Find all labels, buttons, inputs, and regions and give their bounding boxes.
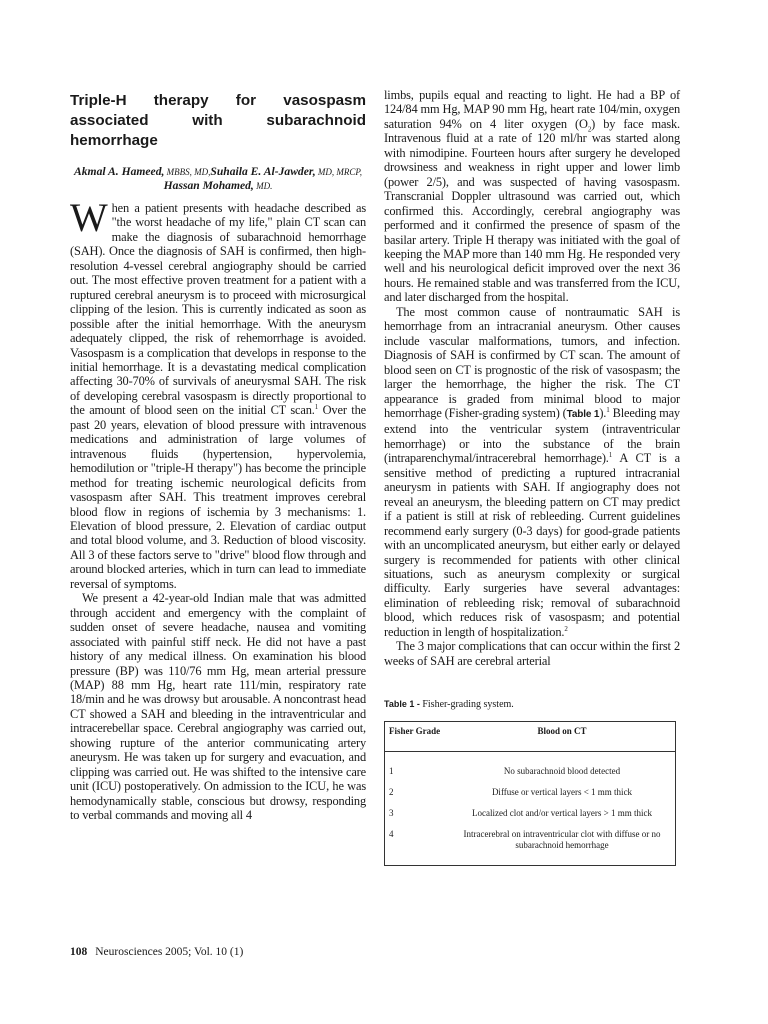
intro-paragraph bbox=[70, 195, 366, 591]
journal-citation: Neurosciences 2005; Vol. 10 (1) bbox=[95, 946, 244, 958]
reference-marker: 1 bbox=[314, 403, 319, 412]
author-degrees: MD. bbox=[253, 181, 273, 191]
table-row bbox=[385, 824, 676, 866]
body-text: A CT is a sensitive method of predicting a ruptured intracranial aneurysm in patients with SAH. If angiography does not reveal an aneurysm, the bleeding pattern on CT may predict if a patient is still at risk of rebleeding. Current guidelines recommend early surgery (0-3 days) for good-grade patients with an uncomplicated aneurysm, but either early or delayed surgery is recommended for patients with other clinical situations, such as aneurysm complexity or surgical difficulty. Early surgeries have several advantages: elimination of rebleeding risk; removal of subarachnoid blood, which reduces risk of vasospasm; and potential reduction in length of hospitalization. bbox=[384, 451, 681, 639]
author-degrees: MD, MRCP, bbox=[315, 167, 362, 177]
blood-cell: Localized clot and/or vertical layers > 1 mm thick bbox=[471, 808, 652, 819]
table-row bbox=[385, 803, 676, 824]
grade-cell: 2 bbox=[389, 787, 394, 798]
table-label: Table 1 - bbox=[384, 699, 423, 710]
body-text: Bleeding may extend into the ventricular system (intraventricular hemorrhage) or into the substance of the brain (intraparenchymal/intracerebral hemorrhage). bbox=[384, 405, 680, 466]
case-paragraph: We present a 42-year-old Indian male that was admitted through accident and emergency with the complaint of sudden onset of severe headache, nausea and vomiting associated with painful stiff neck. He did not have a past history of any medical illness. On examination his blood pressure (BP) was 110/76 mm Hg, mean arterial pressure (MAP) 88 mm Hg, heart rate 111/min, respiratory rate 18/min and he was drowsy but arousable. A noncontrast head CT showed a SAH and bleeding in the intraventricular and intracerebellar space. Cerebral angiography was carried out, showing rupture of the anterior communicating artery aneurysm. He was taken up for surgery and evacuation, and clipping was carried out. He was shifted to the intensive care unit (ICU) postoperatively. On admission to the ICU, he was hemodynamically stable, conscious but drowsy, responding to verbal commands and moving all 4 bbox=[70, 591, 366, 823]
drop-cap: W bbox=[70, 195, 108, 240]
table-caption-text: Fisher-grading system. bbox=[422, 699, 514, 711]
article-title: Triple-H therapy for vasospasm associated with subarachnoid hemorrhage bbox=[70, 92, 366, 149]
grade-cell: 4 bbox=[389, 829, 394, 840]
reference-marker: 1 bbox=[606, 405, 610, 414]
body-text: The most common cause of nontraumatic SAH is hemorrhage from an intracranial aneurysm. Other causes include vascular malformations, tumors, and infection. Diagnosis of SAH is confirmed by CT scan. The amount of blood seen on CT is prognostic of the risk of vasospasm; the larger the hemorrhage, the higher the risk. The CT appearance is graded from minimal blood to major hemorrhage (Fisher-grading system) ( bbox=[384, 304, 680, 420]
column-header: Blood on CT bbox=[449, 722, 676, 752]
discussion-paragraph bbox=[384, 305, 680, 639]
table-caption bbox=[384, 698, 680, 711]
right-column bbox=[384, 88, 680, 866]
body-text: ). bbox=[599, 405, 607, 420]
left-column bbox=[70, 88, 366, 822]
body-text: limbs, pupils equal and reacting to light. He had a BP of 124/84 mm Hg, MAP 90 mm Hg, heart rate 104/min, oxygen saturation 94% on 4 liter oxygen (O bbox=[384, 88, 680, 131]
subscript: 2 bbox=[587, 125, 592, 134]
author-name: Akmal A. Hameed, bbox=[74, 165, 165, 178]
table-row bbox=[385, 782, 676, 803]
author-name: Hassan Mohamed, bbox=[163, 179, 254, 192]
case-continued-paragraph bbox=[384, 88, 680, 305]
reference-marker: 1 bbox=[608, 451, 613, 460]
table-row bbox=[385, 752, 676, 783]
table-header-row bbox=[385, 722, 676, 752]
grade-cell: 3 bbox=[389, 808, 394, 819]
author-name: Suhaila E. Al-Jawder, bbox=[210, 165, 316, 178]
body-text: Over the past 20 years, elevation of blood pressure with intravenous medications and administration of large volumes of intravenous fluids (hypertension, hypervolemia, hemodilution or "triple-H therapy") has become the principle method for treating ischemic neurological deficits from vasospasm after SAH. This treatment improves cerebral blood flow in regions of ischemia by 3 mechanisms: 1. Elevation of blood pressure, 2. Elevation of cardiac output and total blood volume, and 3. Reduction of blood viscosity. All 3 of these factors serve to "drive" blood flow through and around blocked arteries, which in turn can lead to immediate reversal of symptoms. bbox=[70, 403, 366, 591]
table-reference: Table 1 bbox=[566, 408, 600, 420]
blood-cell: No subarachnoid blood detected bbox=[503, 766, 621, 777]
body-text: ) by face mask. Intravenous fluid at a rate of 120 ml/hr was started along with nimodipine. Fourteen hours after surgery he developed drowsiness and weakness in right upper and lower limb (power 2/5), and was suspected of having vasospasm. Transcranial Doppler ultrasound was carried out, which confirmed this. Accordingly, cerebral angiography was performed and it confirmed the presence of spasm of the basilar artery. Triple H therapy was initiated with the goal of keeping the MAP more than 140 mm Hg. He responded very well and his neurological deficit improved over the next 36 hours. He remained stable and was transferred from the ICU, and later discharged from the hospital. bbox=[384, 116, 681, 305]
complications-paragraph: The 3 major complications that can occur within the first 2 weeks of SAH are cerebral arterial bbox=[384, 639, 680, 668]
grade-cell: 1 bbox=[389, 766, 394, 777]
reference-marker: 2 bbox=[564, 624, 568, 633]
page-footer bbox=[70, 946, 243, 958]
body-text: hen a patient presents with headache described as "the worst headache of my life," plain CT scan can make the diagnosis of subarachnoid hemorrhage (SAH). Once the diagnosis of SAH is confirmed, then high-resolution 4-vessel cerebral angiography should be carried out. The most effective proven treatment for a patient with a ruptured cerebral aneurysm is to proceed with microsurgical clipping of the lesion. This is currently indicated as soon as possible after the initial hemorrhage. With the aneurysm adequately clipped, the risk of rehemorrhage is avoided. Vasospasm is a complication that develops in response to the initial hemorrhage. It is a devastating medical complication affecting 30-70% of survivals of aneurysmal SAH. The risk of developing cerebral vasospasm is directly proportional to the amount of blood seen on the initial CT scan. bbox=[70, 201, 366, 418]
fisher-grade-table bbox=[384, 721, 676, 866]
blood-cell: Diffuse or vertical layers < 1 mm thick bbox=[491, 787, 633, 798]
column-header: Fisher Grade bbox=[385, 722, 450, 752]
author-list bbox=[70, 165, 366, 193]
page-number: 108 bbox=[70, 946, 88, 958]
author-degrees: MBBS, MD, bbox=[164, 167, 211, 177]
blood-cell: Intracerebral on intraventricular clot with diffuse or no subarachnoid hemorrhage bbox=[463, 829, 661, 851]
